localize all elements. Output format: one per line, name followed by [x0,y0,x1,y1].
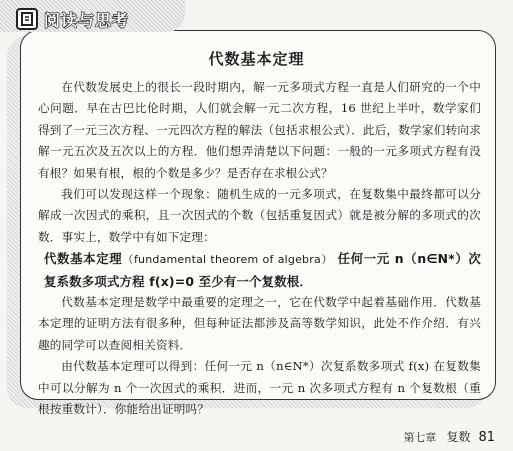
paragraph: 在代数发展史上的很长一段时期内，解一元多项式方程一直是人们研究的一个中心问题．早在古巴比伦时期，人们就会解一元二次方程，16 世纪上半叶，数学家们得到了一元三次方程、一元四次方程的解法（包括求根公式）．此后，数学家们转向求解一元五次及五次以上的方程．他们想弄清楚以下问题：一般的一元多项式方程有没有根？如果有根，根的个数是多少？是否存在求根公式？ [38,80,481,180]
article-title: 代数基本定理 [208,50,305,68]
section-header-tab [4,6,174,32]
page-footer [403,428,495,445]
article-body [38,77,481,421]
paragraph: 我们可以发现这样一个现象：随机生成的一元多项式，在复数集中最终都可以分解成一次因式的乘积，且一次因式的个数（包括重复因式）就是被分解的多项式的次数．事实上，数学中有如下定理： [38,187,481,244]
footer-section: 复数 [446,430,471,444]
section-header-label: 阅读与思考 [44,10,130,30]
page-number: 81 [478,430,495,445]
paragraph: 由代数基本定理可以得到：任何一元 n（n∈N*）次复系数多项式 f(x) 在复数集中可以分解为 n 个一次因式的乘积．进而，一元 n 次多项式方程有 n 个复数根（重根按重数计）．你能给出证明吗？ [38,359,481,417]
paragraph: 代数基本定理是数学中最重要的定理之一，它在代数学中起着基础作用．代数基本定理的证明方法有很多种，但每种证法都涉及高等数学知识，此处不作介绍．有兴趣的同学可以查阅相关资料． [38,295,481,352]
theorem-statement [44,248,481,292]
theorem-text: 任何一元 n（n∈N*）次复系数多项式方程 f(x)=0 至少有一个复数根． [44,251,482,289]
book-icon [16,8,38,30]
footer-chapter: 第七章 [403,431,437,444]
theorem-name: 代数基本定理 [44,251,123,267]
theorem-english-name: （fundamental theorem of algebra） [122,253,334,267]
